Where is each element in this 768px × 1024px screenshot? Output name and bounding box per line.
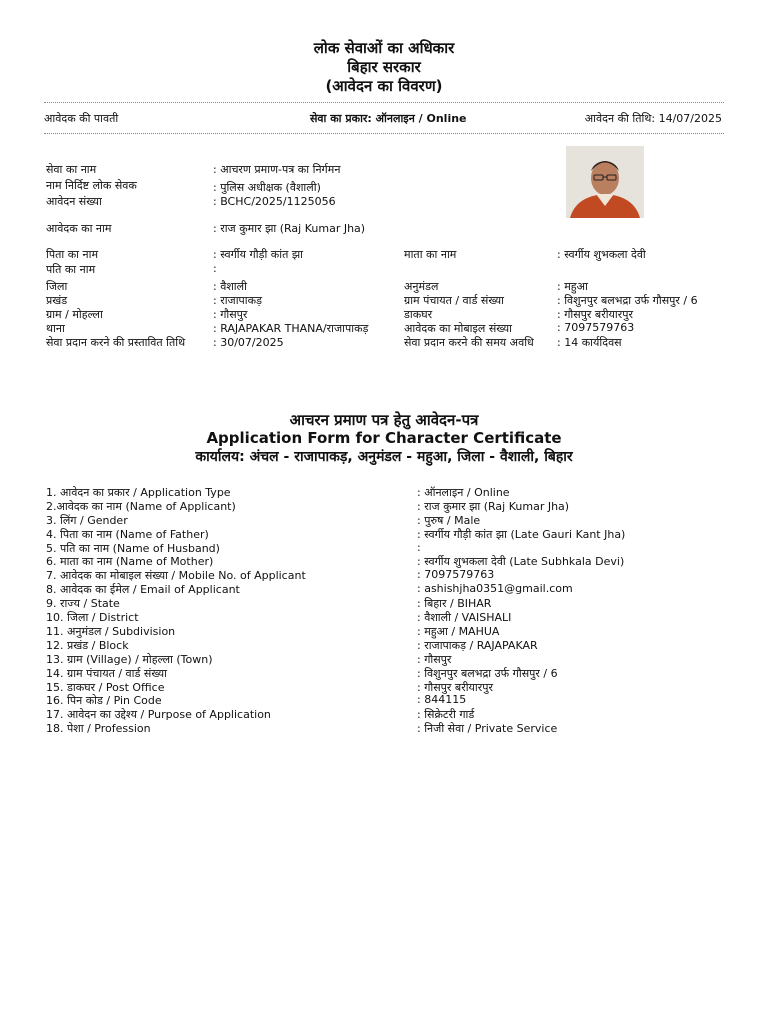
summary-label-duration: सेवा प्रदान करने की समय अवधि xyxy=(404,336,534,349)
summary-value-block: : राजापाकड़ xyxy=(213,294,262,307)
form-label-18: 18. पेशा / Profession xyxy=(46,722,151,735)
form-label-4: 4. पिता का नाम (Name of Father) xyxy=(46,528,209,541)
summary-label-thana: थाना xyxy=(46,322,65,335)
summary-value-mother: : स्वर्गीय शुभकला देवी xyxy=(557,248,646,261)
summary-label-mother: माता का नाम xyxy=(404,248,457,261)
form-label-8: 8. आवेदक का ईमेल / Email of Applicant xyxy=(46,583,240,596)
summary-value-mobile: : 7097579763 xyxy=(557,321,635,334)
form-value-16: : 844115 xyxy=(417,693,467,706)
summary-label-service: सेवा का नाम xyxy=(46,163,97,176)
summary-label-appno: आवेदन संख्या xyxy=(46,195,102,208)
summary-value-panchayat: : विशुनपुर बलभद्रा उर्फ गौसपुर / 6 xyxy=(557,294,698,307)
form-label-9: 9. राज्य / State xyxy=(46,597,120,610)
form-value-10: : वैशाली / VAISHALI xyxy=(417,611,512,624)
form-title-english: Application Form for Character Certificate xyxy=(206,429,562,447)
form-value-5: : xyxy=(417,541,421,554)
service-type: सेवा का प्रकार: ऑनलाइन / Online xyxy=(310,112,467,125)
summary-label-block: प्रखंड xyxy=(46,294,68,307)
summary-value-subdivision: : महुआ xyxy=(557,280,588,293)
form-label-16: 16. पिन कोड / Pin Code xyxy=(46,694,162,707)
summary-value-postoffice: : गौसपुर बरीयारपुर xyxy=(557,308,634,321)
form-label-7: 7. आवेदक का मोबाइल संख्या / Mobile No. of Applicant xyxy=(46,569,306,582)
summary-label-mobile: आवेदक का मोबाइल संख्या xyxy=(404,322,512,335)
form-value-15: : गौसपुर बरीयारपुर xyxy=(417,681,494,694)
form-label-14: 14. ग्राम पंचायत / वार्ड संख्या xyxy=(46,667,167,680)
application-date: आवेदन की तिथि: 14/07/2025 xyxy=(584,112,722,125)
form-value-17: : सिक्रेटरी गार्ड xyxy=(417,708,475,721)
form-value-12: : राजापाकड़ / RAJAPAKAR xyxy=(417,639,538,652)
form-title-hindi: आचरन प्रमाण पत्र हेतु आवेदन-पत्र xyxy=(289,411,479,429)
summary-label-village: ग्राम / मोहल्ला xyxy=(46,308,103,321)
summary-label-proposed-date: सेवा प्रदान करने की प्रस्तावित तिथि xyxy=(46,336,186,349)
summary-label-postoffice: डाकघर xyxy=(404,308,433,321)
header-subtitle: (आवेदन का विवरण) xyxy=(325,77,443,95)
form-value-18: : निजी सेवा / Private Service xyxy=(417,722,558,735)
form-value-4: : स्वर्गीय गौड़ी कांत झा (Late Gauri Kant Jha) xyxy=(417,528,626,541)
summary-value-district: : वैशाली xyxy=(213,280,247,293)
form-value-14: : विशुनपुर बलभद्रा उर्फ गौसपुर / 6 xyxy=(417,667,558,680)
form-label-1: 1. आवेदन का प्रकार / Application Type xyxy=(46,486,231,499)
summary-value-duration: : 14 कार्यदिवस xyxy=(557,336,622,349)
summary-value-applicant: : राज कुमार झा (Raj Kumar Jha) xyxy=(213,222,366,235)
form-value-3: : पुरुष / Male xyxy=(417,514,481,527)
form-label-3: 3. लिंग / Gender xyxy=(46,514,128,527)
applicant-photo xyxy=(566,146,644,218)
summary-value-officer: : पुलिस अधीक्षक (वैशाली) xyxy=(213,181,321,194)
form-value-11: : महुआ / MAHUA xyxy=(417,625,500,638)
form-label-11: 11. अनुमंडल / Subdivision xyxy=(46,625,176,638)
form-value-8: : ashishjha0351@gmail.com xyxy=(417,582,573,595)
divider-top xyxy=(44,102,724,103)
form-value-13: : गौसपुर xyxy=(417,653,452,666)
form-label-5: 5. पति का नाम (Name of Husband) xyxy=(46,542,220,555)
header-government: बिहार सरकार xyxy=(347,58,421,76)
summary-value-father: : स्वर्गीय गौड़ी कांत झा xyxy=(213,248,304,261)
summary-value-thana: : RAJAPAKAR THANA/राजापाकड़ xyxy=(213,322,369,335)
summary-label-husband: पति का नाम xyxy=(46,263,96,276)
form-label-15: 15. डाकघर / Post Office xyxy=(46,681,165,694)
summary-label-subdivision: अनुमंडल xyxy=(404,280,439,293)
form-value-1: : ऑनलाइन / Online xyxy=(417,486,510,499)
summary-label-applicant: आवेदक का नाम xyxy=(46,222,112,235)
summary-value-proposed-date: : 30/07/2025 xyxy=(213,336,284,349)
summary-value-husband: : xyxy=(213,262,217,275)
summary-value-village: : गौसपुर xyxy=(213,308,248,321)
form-label-10: 10. जिला / District xyxy=(46,611,139,624)
form-label-12: 12. प्रखंड / Block xyxy=(46,639,129,652)
receipt-label: आवेदक की पावती xyxy=(44,112,119,125)
summary-label-father: पिता का नाम xyxy=(46,248,99,261)
form-title-office: कार्यालय: अंचल - राजापाकड़, अनुमंडल - महुआ, जिला - वैशाली, बिहार xyxy=(195,449,573,465)
form-value-6: : स्वर्गीय शुभकला देवी (Late Subhkala Devi) xyxy=(417,555,625,568)
form-label-2: 2.आवेदक का नाम (Name of Applicant) xyxy=(46,500,236,513)
form-value-9: : बिहार / BIHAR xyxy=(417,597,492,610)
divider-bottom xyxy=(44,133,724,134)
summary-label-panchayat: ग्राम पंचायत / वार्ड संख्या xyxy=(404,294,505,307)
summary-value-service: : आचरण प्रमाण-पत्र का निर्गमन xyxy=(213,163,341,176)
summary-label-officer: नाम निर्दिष्ट लोक सेवक xyxy=(46,179,137,192)
form-value-7: : 7097579763 xyxy=(417,568,495,581)
summary-value-appno: : BCHC/2025/1125056 xyxy=(213,195,336,208)
form-value-2: : राज कुमार झा (Raj Kumar Jha) xyxy=(417,500,570,513)
header-title: लोक सेवाओं का अधिकार xyxy=(313,39,455,57)
form-label-6: 6. माता का नाम (Name of Mother) xyxy=(46,555,214,568)
form-label-13: 13. ग्राम (Village) / मोहल्ला (Town) xyxy=(46,653,213,666)
form-label-17: 17. आवेदन का उद्देश्य / Purpose of Application xyxy=(46,708,271,721)
summary-label-district: जिला xyxy=(46,280,68,293)
